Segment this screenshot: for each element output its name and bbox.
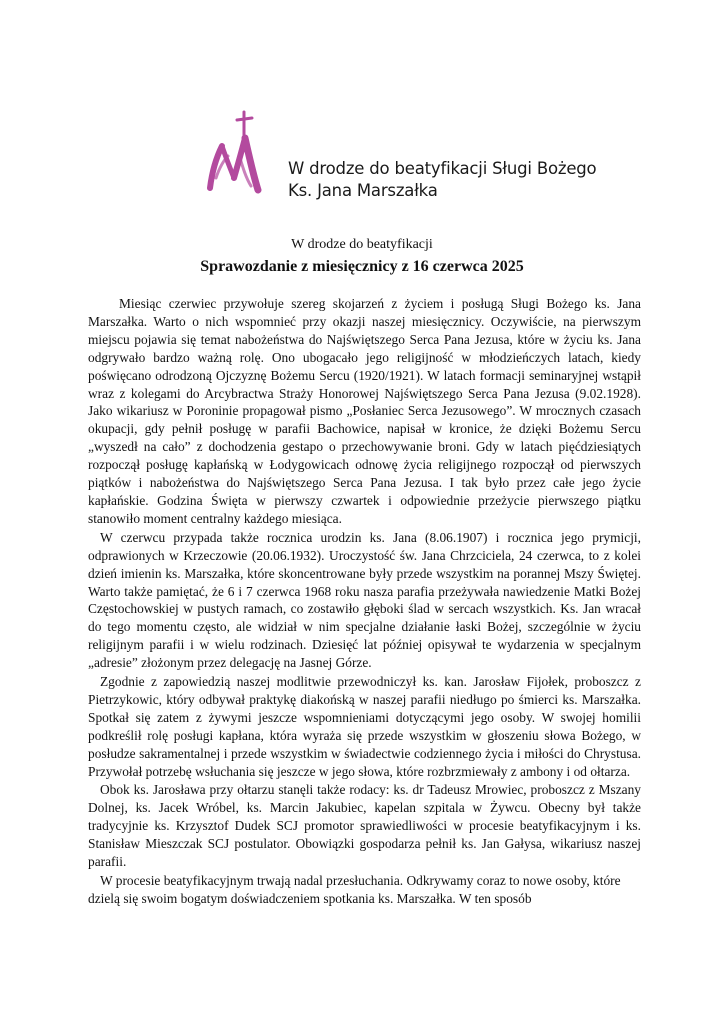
header-line-1: W drodze do beatyfikacji Sługi Bożego [288,159,597,178]
header-title [288,158,596,202]
paragraph-1: Miesiąc czerwiec przywołuje szereg skojarzeń z życiem i posługą Sługi Bożego ks. Jana Marszałka. Warto o nich wspomnieć przy okazji naszej miesięcznicy. Oczywiście, na pierwszym miejscu pojawia się temat nabożeństwa do Najświętszego Serca Pana Jezusa, które w życiu ks. Jana odgrywało bardzo ważną rolę. Ono ubogacało jego religijność w młodzieńczych latach, kiedy poświęcano odrodzoną Ojczyznę Bożemu Sercu (1920/1921). W latach formacji seminaryjnej wstąpił wraz z kolegami do Arcybractwa Straży Honorowej Najświętszego Serca Pana Jezusa (9.02.1928). Jako wikariusz w Poroninie propagował pismo „Posłaniec Serca Jezusowego”. W mrocznych czasach okupacji, gdy pełnił posługę w parafii Bachowice, napisał w kronice, że dzięki Bożemu Sercu „wyszedł na cało” z dochodzenia gestapo o przechowywanie broni. Gdy w latach pięćdziesiątych rozpoczął posługę kapłańską w Łodygowicach odnowę życia religijnego rozpoczął od pierwszych piątków i nabożeństwa do Najświętszego Serca Pana Jezusa. I tak było przez całe jego życie kapłańskie. Godzina Święta w pierwszy czwartek i odpowiednie przeżycie pierwszego piątku stanowiło moment centralny każdego miesiąca. [88,296,641,526]
paragraph-4: Obok ks. Jarosława przy ołtarzu stanęli także rodacy: ks. dr Tadeusz Mrowiec, proboszcz z Mszany Dolnej, ks. Jacek Wróbel, ks. Marcin Jakubiec, kapelan szpitala w Żywcu. Obecny był także tradycyjnie ks. Krzysztof Dudek SCJ promotor sprawiedliwości w procesie beatyfikacyjnym i ks. Stanisław Mieszczak SCJ postulator. Obowiązki gospodarza pełnił ks. Jan Gałysa, wikariusz naszej parafii. [88,782,641,870]
logo-icon [196,106,276,206]
document-subtitle: W drodze do beatyfikacji [291,237,433,252]
paragraph-2: W czerwcu przypada także rocznica urodzin ks. Jana (8.06.1907) i rocznica jego prymicji, odprawionych w Krzeczowie (20.06.1932). Uroczystość św. Jana Chrzciciela, 24 czerwca, to z kolei dzień imienin ks. Marszałka, które skoncentrowane były przede wszystkim na porannej Mszy Świętej. Warto także pamiętać, że 6 i 7 czerwca 1968 roku nasza parafia przeżywała nawiedzenie Matki Bożej Częstochowskiej w pustych ramach, co zostawiło głęboki ślad w sercach wszystkich. Ks. Jan wracał do tego momentu często, ale widział w nim specjalne działanie łaski Bożej, szczególnie w życiu religijnym parafii i w wielu rodzinach. Dziesięć lat później opisywał te wydarzenia w specjalnym „adresie” złożonym przez delegację na Jasnej Górze. [88,529,641,671]
paragraph-3: Zgodnie z zapowiedzią naszej modlitwie przewodniczył ks. kan. Jarosław Fijołek, proboszcz z Pietrzykowic, który odbywał praktykę diakońską w naszej parafii niedługo po śmierci ks. Marszałka. Spotkał się zatem z żywymi jeszcze wspomnieniami dotyczącymi jego osoby. W swojej homilii podkreślił rolę posługi kapłana, która wyraża się przede wszystkim w głoszeniu słowa Bożego, w posłudze sakramentalnej i przede wszystkim w świadectwie codziennego życia i miłości do Chrystusa. Przywołał potrzebę wsłuchania się jeszcze w jego słowa, które rozbrzmiewały z ambony i od ołtarza. [88,674,641,779]
document-title: Sprawozdanie z miesięcznicy z 16 czerwca 2025 [200,258,524,275]
document-body [88,295,641,909]
paragraph-5: W procesie beatyfikacyjnym trwają nadal przesłuchania. Odkrywamy coraz to nowe osoby, które dzielą się swoim bogatym doświadczeniem spotkania ks. Marszałka. W ten sposób [88,873,621,906]
header-line-2: Ks. Jana Marszałka [288,181,438,200]
page-header [196,106,597,206]
